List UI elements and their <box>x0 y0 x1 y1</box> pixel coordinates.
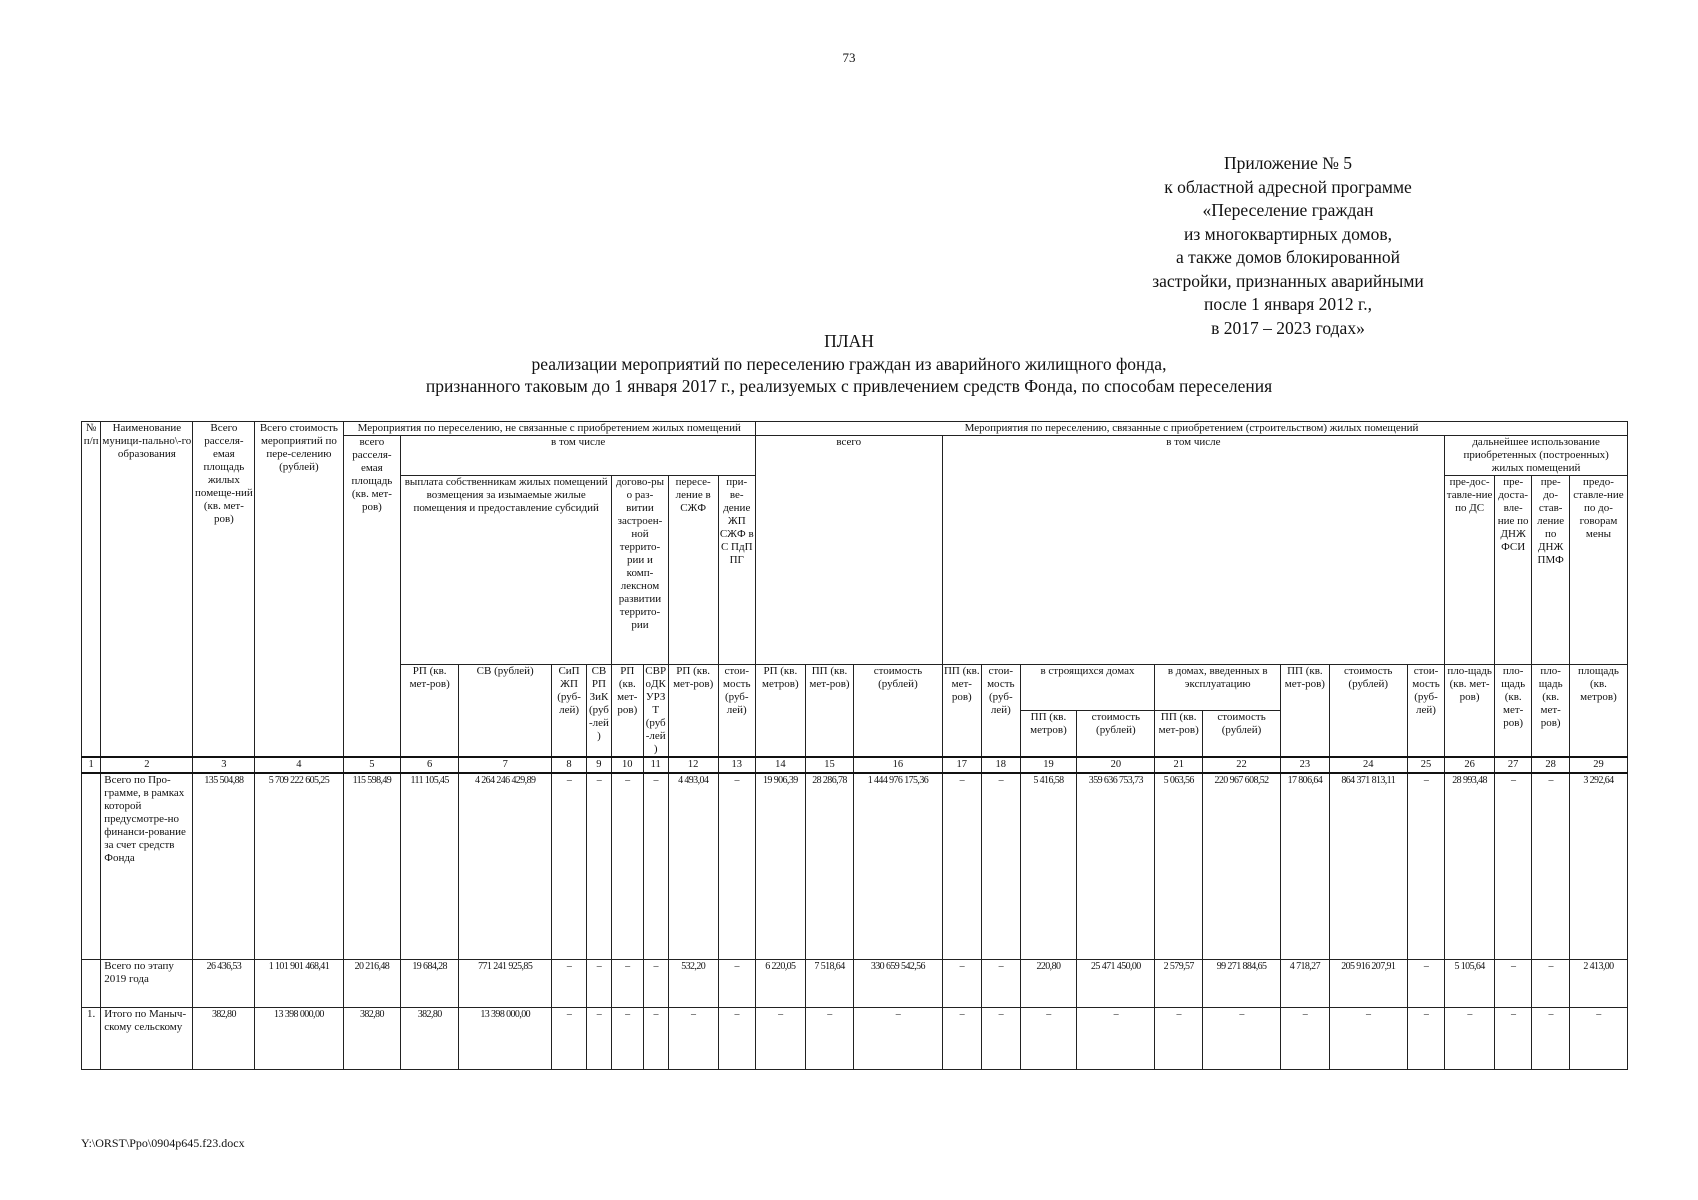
column-number-cell: 14 <box>756 757 806 773</box>
appendix-line: из многоквартирных домов, <box>1184 223 1392 244</box>
column-number-cell: 6 <box>401 757 459 773</box>
header-cell: РП (кв. мет-ров) <box>401 665 459 758</box>
column-number-cell: 25 <box>1407 757 1445 773</box>
value-cell: – <box>718 1007 756 1069</box>
value-cell: – <box>718 959 756 1007</box>
value-cell: – <box>1020 1007 1077 1069</box>
header-group-cell: Мероприятия по переселению, не связанные с приобретением жилых помещений <box>343 422 756 436</box>
header-cell: СВ РП ЗиК (руб-лей) <box>586 665 611 758</box>
column-number-cell: 3 <box>193 757 255 773</box>
value-cell: 532,20 <box>668 959 718 1007</box>
value-cell: – <box>552 773 586 959</box>
value-cell: – <box>1407 959 1445 1007</box>
value-cell: – <box>643 773 668 959</box>
header-cell: Наименование муници-пально\-го образования <box>101 422 193 758</box>
table-row <box>82 959 1628 1007</box>
value-cell: – <box>612 773 643 959</box>
value-cell: – <box>1407 773 1445 959</box>
value-cell: – <box>1077 1007 1155 1069</box>
header-cell: пересе-ление в СЖФ <box>668 476 718 665</box>
value-cell: 5 105,64 <box>1445 959 1495 1007</box>
value-cell: – <box>982 959 1021 1007</box>
value-cell: 5 709 222 605,25 <box>255 773 343 959</box>
value-cell: 864 371 813,11 <box>1329 773 1407 959</box>
value-cell: – <box>1569 1007 1627 1069</box>
column-number-cell: 19 <box>1020 757 1077 773</box>
plan-heading: ПЛАН <box>824 331 874 351</box>
value-cell: 330 659 542,56 <box>854 959 942 1007</box>
header-cell: Всего расселя-емая площадь жилых помеще-ний (кв. мет-ров) <box>193 422 255 758</box>
column-number-cell: 17 <box>942 757 982 773</box>
header-cell: РП (кв. мет-ров) <box>612 665 643 758</box>
header-cell: пре-до-став-ление по ДНЖ ПМФ <box>1532 476 1570 665</box>
column-number-cell: 12 <box>668 757 718 773</box>
value-cell: – <box>718 773 756 959</box>
value-cell: – <box>982 773 1021 959</box>
value-cell: 26 436,53 <box>193 959 255 1007</box>
header-cell: РП (кв. метров) <box>756 665 806 758</box>
header-cell: пре-доста-вле-ние по ДНЖ ФСИ <box>1494 476 1532 665</box>
value-cell: 1 101 901 468,41 <box>255 959 343 1007</box>
header-cell: предо-ставле-ние по до-говорам мены <box>1569 476 1627 665</box>
column-number-cell: 27 <box>1494 757 1532 773</box>
column-number-cell: 29 <box>1569 757 1627 773</box>
value-cell: – <box>1494 959 1532 1007</box>
plan-subtitle-line: признанного таковым до 1 января 2017 г., реализуемых с привлечением средств Фонда, по способам переселения <box>425 376 1273 396</box>
header-cell: площадь (кв. метров) <box>1569 665 1627 758</box>
header-cell: в домах, введенных в эксплуатацию <box>1155 665 1281 711</box>
value-cell: – <box>1155 1007 1203 1069</box>
appendix-line: к областной адресной программе <box>1164 176 1412 197</box>
value-cell: – <box>1281 1007 1330 1069</box>
column-number-cell: 2 <box>101 757 193 773</box>
page-number: 73 <box>842 50 856 65</box>
column-number-cell: 20 <box>1077 757 1155 773</box>
value-cell: – <box>586 1007 611 1069</box>
value-cell: – <box>1407 1007 1445 1069</box>
header-cell: Всего стоимость мероприятий по пере-селению (рублей) <box>255 422 343 758</box>
header-cell: стоимость (рублей) <box>1077 710 1155 757</box>
value-cell: – <box>612 1007 643 1069</box>
value-cell: 4 493,04 <box>668 773 718 959</box>
header-cell: стоимость (рублей) <box>854 665 942 758</box>
value-cell: 5 416,58 <box>1020 773 1077 959</box>
header-cell: № п/п <box>82 422 101 758</box>
value-cell: 205 916 207,91 <box>1329 959 1407 1007</box>
column-number-cell: 11 <box>643 757 668 773</box>
value-cell: 4 264 246 429,89 <box>459 773 552 959</box>
column-number-cell: 24 <box>1329 757 1407 773</box>
value-cell: 382,80 <box>401 1007 459 1069</box>
header-cell: дальнейшее использование приобретенных (построенных) жилых помещений <box>1445 436 1628 476</box>
value-cell: – <box>1203 1007 1281 1069</box>
header-cell: пло-щадь (кв. мет-ров) <box>1532 665 1570 758</box>
column-number-row <box>82 757 1628 773</box>
appendix-header <box>1118 152 1458 340</box>
plan-subtitle-line: реализации мероприятий по переселению граждан из аварийного жилищного фонда, <box>531 353 1167 374</box>
value-cell: – <box>1445 1007 1495 1069</box>
value-cell: – <box>668 1007 718 1069</box>
value-cell: 220,80 <box>1020 959 1077 1007</box>
value-cell: – <box>643 959 668 1007</box>
table-row <box>82 773 1628 959</box>
value-cell: – <box>586 959 611 1007</box>
row-name-cell: Всего по Про-грамме, в рамках которой предусмотре-но финанси-рование за счет средств Фонда <box>101 773 193 959</box>
header-cell: пре-дос-тавле-ние по ДС <box>1445 476 1495 665</box>
appendix-line: после 1 января 2012 г., <box>1203 294 1373 314</box>
value-cell: – <box>756 1007 806 1069</box>
value-cell: 13 398 000,00 <box>255 1007 343 1069</box>
column-number-cell: 22 <box>1203 757 1281 773</box>
value-cell: 771 241 925,85 <box>459 959 552 1007</box>
header-cell: в том числе <box>942 436 1445 665</box>
value-cell: 6 220,05 <box>756 959 806 1007</box>
header-cell: стои-мость (руб-лей) <box>982 665 1021 758</box>
appendix-line: а также домов блокированной <box>1175 247 1401 267</box>
value-cell: 1 444 976 175,36 <box>854 773 942 959</box>
appendix-line: застройки, признанных аварийными <box>1152 270 1424 291</box>
value-cell: 382,80 <box>343 1007 401 1069</box>
value-cell: 2 579,57 <box>1155 959 1203 1007</box>
header-cell: стоимость (рублей) <box>1203 710 1281 757</box>
value-cell: 382,80 <box>193 1007 255 1069</box>
file-path-footer: Y:\ORST\Ppo\0904p645.f23.docx <box>81 1136 245 1150</box>
value-cell: 7 518,64 <box>805 959 854 1007</box>
header-cell: ПП (кв. мет-ров) <box>942 665 982 758</box>
value-cell: 28 993,48 <box>1445 773 1495 959</box>
value-cell: – <box>552 959 586 1007</box>
value-cell: 115 598,49 <box>343 773 401 959</box>
header-cell: всего <box>756 436 943 665</box>
column-number-cell: 10 <box>612 757 643 773</box>
header-cell: РП (кв. мет-ров) <box>668 665 718 758</box>
value-cell: 359 636 753,73 <box>1077 773 1155 959</box>
value-cell: 220 967 608,52 <box>1203 773 1281 959</box>
value-cell: – <box>612 959 643 1007</box>
header-cell: СВР оДК УРЗ Т (руб-лей) <box>643 665 668 758</box>
header-row <box>82 422 1628 436</box>
value-cell: 4 718,27 <box>1281 959 1330 1007</box>
header-cell: СВ (рублей) <box>459 665 552 758</box>
header-cell: в том числе <box>401 436 756 476</box>
value-cell: 13 398 000,00 <box>459 1007 552 1069</box>
value-cell: 135 504,88 <box>193 773 255 959</box>
value-cell: 99 271 884,65 <box>1203 959 1281 1007</box>
column-number-cell: 21 <box>1155 757 1203 773</box>
column-number-cell: 26 <box>1445 757 1495 773</box>
column-number-cell: 5 <box>343 757 401 773</box>
column-number-cell: 8 <box>552 757 586 773</box>
appendix-line: Приложение № 5 <box>1223 153 1353 173</box>
column-number-cell: 18 <box>982 757 1021 773</box>
plan-title <box>0 330 1698 398</box>
value-cell: – <box>1532 959 1570 1007</box>
value-cell: – <box>1494 773 1532 959</box>
appendix-line: «Переселение граждан <box>1202 200 1374 220</box>
column-number-cell: 15 <box>805 757 854 773</box>
header-cell: ПП (кв. мет-ров) <box>1281 665 1330 758</box>
value-cell: 25 471 450,00 <box>1077 959 1155 1007</box>
value-cell: – <box>805 1007 854 1069</box>
value-cell: – <box>942 773 982 959</box>
value-cell: 2 413,00 <box>1569 959 1627 1007</box>
value-cell: 3 292,64 <box>1569 773 1627 959</box>
value-cell: – <box>552 1007 586 1069</box>
value-cell: – <box>942 1007 982 1069</box>
header-cell: догово-ры о раз-витии застроен-ной террито-рии и комп-лексном развитии террито-рии <box>612 476 669 665</box>
appendix-line: в 2017 – 2023 годах» <box>1211 317 1365 338</box>
header-cell: всего расселя-емая площадь (кв. мет-ров) <box>343 436 401 758</box>
value-cell: – <box>586 773 611 959</box>
header-cell: ПП (кв. метров) <box>1020 710 1077 757</box>
row-number-cell: 1. <box>82 1007 101 1069</box>
header-cell: в строящихся домах <box>1020 665 1155 711</box>
table-row <box>82 1007 1628 1069</box>
value-cell: 111 105,45 <box>401 773 459 959</box>
header-cell: ПП (кв. мет-ров) <box>805 665 854 758</box>
value-cell: – <box>1329 1007 1407 1069</box>
value-cell: 19 906,39 <box>756 773 806 959</box>
header-cell: пло-щадь (кв. мет-ров) <box>1494 665 1532 758</box>
row-name-cell: Итого по Маныч-скому сельскому <box>101 1007 193 1069</box>
column-number-cell: 28 <box>1532 757 1570 773</box>
value-cell: 5 063,56 <box>1155 773 1203 959</box>
value-cell: – <box>942 959 982 1007</box>
header-cell: СиП ЖП (руб-лей) <box>552 665 586 758</box>
header-cell: стои-мость (руб-лей) <box>718 665 756 758</box>
header-cell: ПП (кв. мет-ров) <box>1155 710 1203 757</box>
column-number-cell: 23 <box>1281 757 1330 773</box>
column-number-cell: 7 <box>459 757 552 773</box>
header-group-cell: Мероприятия по переселению, связанные с приобретением (строительством) жилых помещений <box>756 422 1628 436</box>
value-cell: – <box>1494 1007 1532 1069</box>
value-cell: 19 684,28 <box>401 959 459 1007</box>
value-cell: – <box>982 1007 1021 1069</box>
value-cell: – <box>1532 1007 1570 1069</box>
value-cell: – <box>854 1007 942 1069</box>
row-number-cell <box>82 959 101 1007</box>
header-cell: при-ве-дение ЖП СЖФ в С ПдП ПГ <box>718 476 756 665</box>
column-number-cell: 9 <box>586 757 611 773</box>
value-cell: – <box>1532 773 1570 959</box>
value-cell: 17 806,64 <box>1281 773 1330 959</box>
value-cell: 28 286,78 <box>805 773 854 959</box>
header-cell: пло-щадь (кв. мет-ров) <box>1445 665 1495 758</box>
column-number-cell: 4 <box>255 757 343 773</box>
column-number-cell: 1 <box>82 757 101 773</box>
column-number-cell: 13 <box>718 757 756 773</box>
header-cell: стоимость (рублей) <box>1329 665 1407 758</box>
row-name-cell: Всего по этапу 2019 года <box>101 959 193 1007</box>
row-number-cell <box>82 773 101 959</box>
header-cell: выплата собственникам жилых помещений возмещения за изымаемые жилые помещения и предоставление субсидий <box>401 476 612 665</box>
resettlement-plan-table <box>81 421 1628 1070</box>
column-number-cell: 16 <box>854 757 942 773</box>
value-cell: – <box>643 1007 668 1069</box>
header-cell: стои-мость (руб-лей) <box>1407 665 1445 758</box>
value-cell: 20 216,48 <box>343 959 401 1007</box>
